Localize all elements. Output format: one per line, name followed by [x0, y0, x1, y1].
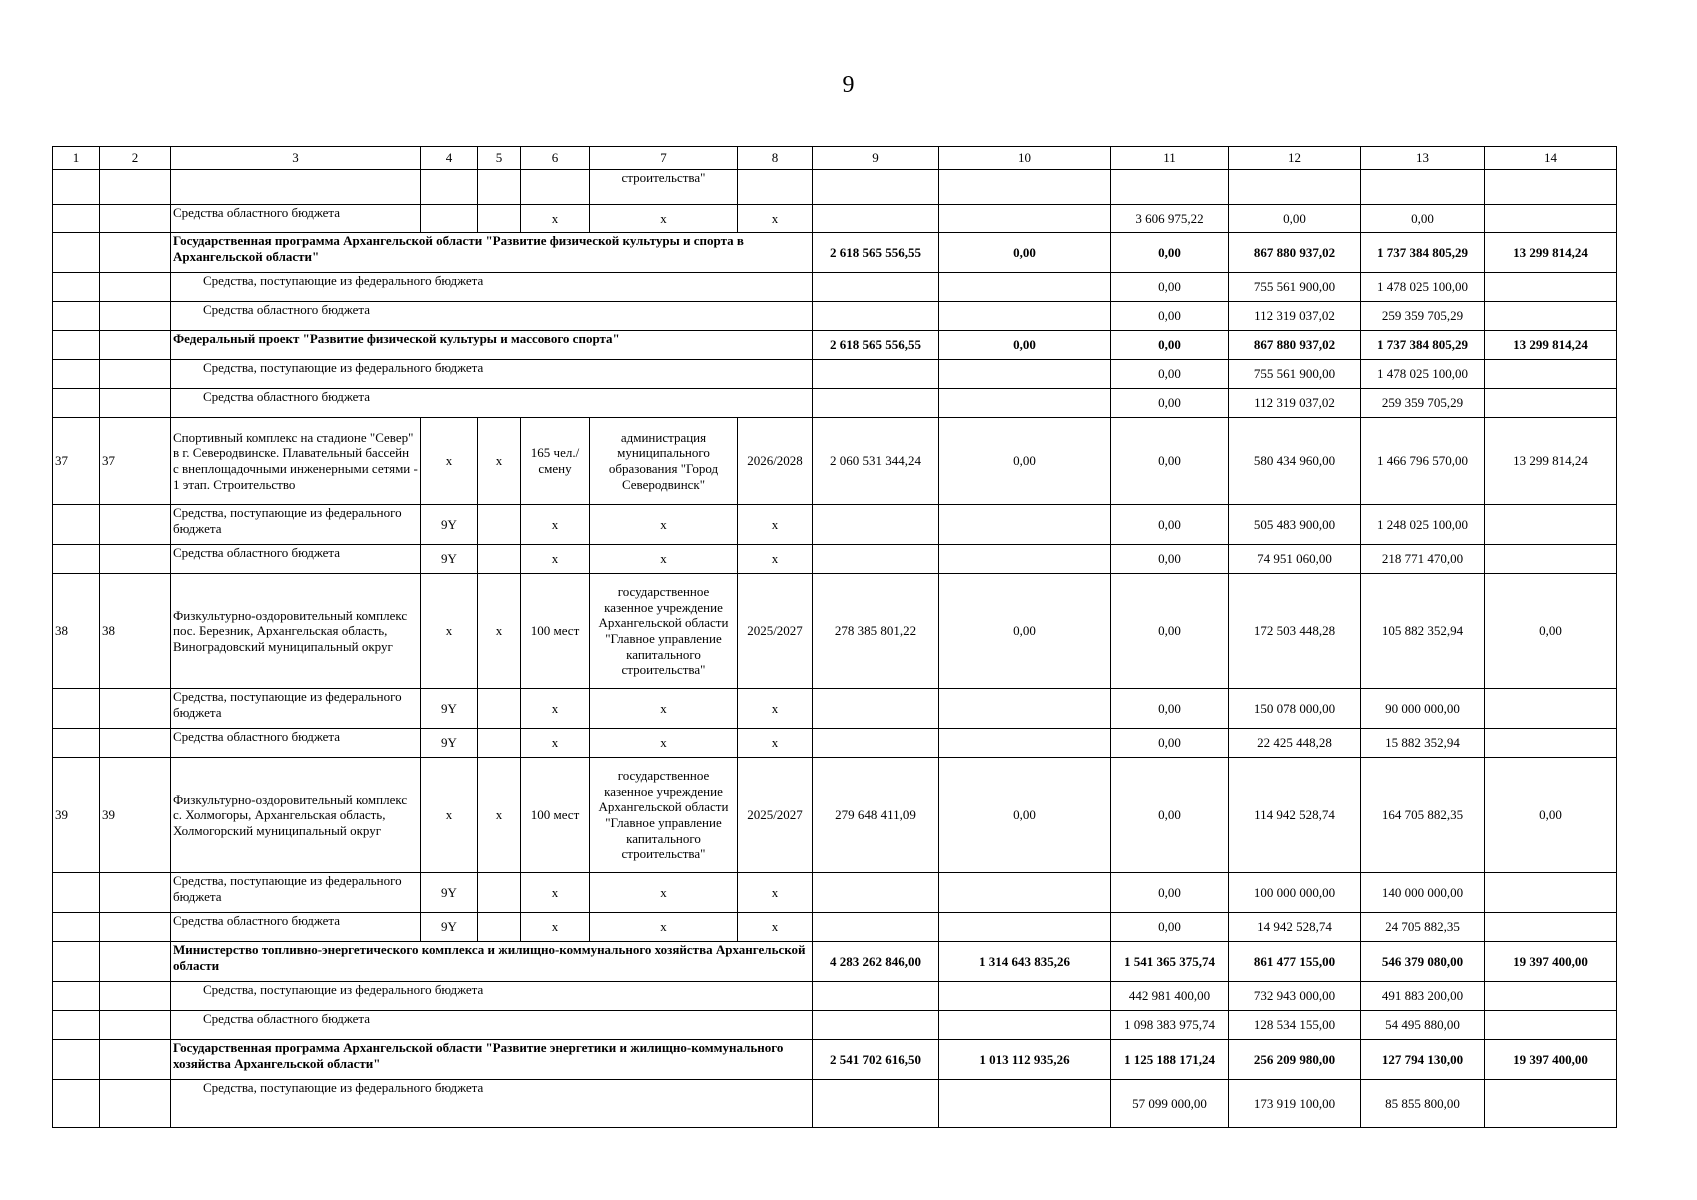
amount-10	[939, 689, 1111, 729]
amount-9	[813, 273, 939, 302]
capacity-cell: 100 мест	[521, 758, 590, 873]
amount-13: 1 478 025 100,00	[1361, 360, 1485, 389]
column-number-row	[53, 147, 1617, 170]
index-cell	[100, 729, 171, 758]
object-row	[53, 418, 1617, 505]
index-cell	[100, 389, 171, 418]
funding-source-label: Средства областного бюджета	[171, 913, 421, 942]
customer-cell: x	[590, 689, 738, 729]
capacity-cell: x	[521, 505, 590, 545]
index-cell	[100, 205, 171, 233]
amount-12: 74 951 060,00	[1229, 545, 1361, 574]
section-title: Федеральный проект "Развитие физической культуры и массового спорта"	[171, 331, 813, 360]
amount-11: 1 098 383 975,74	[1111, 1011, 1229, 1040]
amount-10	[939, 389, 1111, 418]
section-title: Государственная программа Архангельской области "Развитие физической культуры и спорта в Архангельской области"	[171, 233, 813, 273]
period-cell: 2025/2027	[738, 758, 813, 873]
section-total-row	[53, 331, 1617, 360]
funding-source-label: Средства, поступающие из федерального бюджета	[171, 1080, 813, 1128]
index-cell	[100, 1080, 171, 1128]
amount-9	[813, 982, 939, 1011]
index-cell	[100, 545, 171, 574]
amount-9	[813, 913, 939, 942]
capacity-cell: x	[521, 729, 590, 758]
amount-11: 0,00	[1111, 302, 1229, 331]
amount-11: 0,00	[1111, 505, 1229, 545]
code-cell: 9Y	[421, 505, 478, 545]
amount-11: 0,00	[1111, 758, 1229, 873]
number-cell: 37	[53, 418, 100, 505]
period-cell: x	[738, 545, 813, 574]
amount-13: 85 855 800,00	[1361, 1080, 1485, 1128]
amount-14	[1485, 302, 1617, 331]
funding-row	[53, 360, 1617, 389]
funding-row	[53, 982, 1617, 1011]
amount-11: 3 606 975,22	[1111, 205, 1229, 233]
type-cell: x	[478, 574, 521, 689]
amount-10	[939, 273, 1111, 302]
index-cell	[100, 505, 171, 545]
amount-11: 0,00	[1111, 873, 1229, 913]
amount-11: 1 541 365 375,74	[1111, 942, 1229, 982]
amount-11: 0,00	[1111, 389, 1229, 418]
amount-13: 218 771 470,00	[1361, 545, 1485, 574]
amount-11: 57 099 000,00	[1111, 1080, 1229, 1128]
amount-13: 1 737 384 805,29	[1361, 233, 1485, 273]
index-cell	[100, 873, 171, 913]
amount-14	[1485, 170, 1617, 205]
column-number-3: 3	[171, 147, 421, 170]
amount-12	[1229, 170, 1361, 205]
amount-11: 0,00	[1111, 913, 1229, 942]
type-cell	[478, 873, 521, 913]
amount-13: 0,00	[1361, 205, 1485, 233]
amount-14	[1485, 545, 1617, 574]
amount-9	[813, 1080, 939, 1128]
amount-12: 755 561 900,00	[1229, 273, 1361, 302]
funding-row	[53, 505, 1617, 545]
amount-12: 112 319 037,02	[1229, 302, 1361, 331]
customer-cell: государственное казенное учреждение Архангельской области "Главное управление капитального строительства"	[590, 574, 738, 689]
period-cell: x	[738, 913, 813, 942]
funding-row	[53, 170, 1617, 205]
customer-cell: x	[590, 729, 738, 758]
code-cell: 9Y	[421, 873, 478, 913]
amount-13: 164 705 882,35	[1361, 758, 1485, 873]
amount-13	[1361, 170, 1485, 205]
index-cell	[100, 1011, 171, 1040]
amount-9	[813, 389, 939, 418]
amount-10: 0,00	[939, 233, 1111, 273]
code-cell	[421, 205, 478, 233]
index-cell	[100, 233, 171, 273]
amount-9	[813, 729, 939, 758]
column-number-6: 6	[521, 147, 590, 170]
funding-source-label: Средства областного бюджета	[171, 545, 421, 574]
table-body	[53, 147, 1617, 1128]
amount-10	[939, 170, 1111, 205]
code-cell: 9Y	[421, 545, 478, 574]
number-cell: 39	[53, 758, 100, 873]
object-name: Физкультурно-оздоровительный комплекс с. Холмогоры, Архангельская область, Холмогорский муниципальный округ	[171, 758, 421, 873]
amount-13: 1 478 025 100,00	[1361, 273, 1485, 302]
funding-row	[53, 1011, 1617, 1040]
amount-9: 2 060 531 344,24	[813, 418, 939, 505]
code-cell: 9Y	[421, 729, 478, 758]
amount-11: 0,00	[1111, 545, 1229, 574]
column-number-7: 7	[590, 147, 738, 170]
amount-14: 19 397 400,00	[1485, 1040, 1617, 1080]
amount-14	[1485, 689, 1617, 729]
section-total-row	[53, 1040, 1617, 1080]
column-number-13: 13	[1361, 147, 1485, 170]
column-number-9: 9	[813, 147, 939, 170]
section-title: Министерство топливно-энергетического комплекса и жилищно-коммунального хозяйства Архангельской области	[171, 942, 813, 982]
amount-9	[813, 873, 939, 913]
amount-14: 13 299 814,24	[1485, 418, 1617, 505]
amount-10: 0,00	[939, 331, 1111, 360]
amount-13: 90 000 000,00	[1361, 689, 1485, 729]
amount-9: 279 648 411,09	[813, 758, 939, 873]
index-cell: 37	[100, 418, 171, 505]
amount-9	[813, 302, 939, 331]
amount-10: 0,00	[939, 574, 1111, 689]
amount-12: 505 483 900,00	[1229, 505, 1361, 545]
amount-14	[1485, 505, 1617, 545]
amount-11: 0,00	[1111, 331, 1229, 360]
amount-11: 0,00	[1111, 360, 1229, 389]
funding-source-label: Средства областного бюджета	[171, 389, 813, 418]
column-number-1: 1	[53, 147, 100, 170]
section-title: Государственная программа Архангельской области "Развитие энергетики и жилищно-коммунального хозяйства Архангельской области"	[171, 1040, 813, 1080]
amount-12: 755 561 900,00	[1229, 360, 1361, 389]
index-cell	[100, 913, 171, 942]
funding-source-label: Средства областного бюджета	[171, 1011, 813, 1040]
funding-row	[53, 1080, 1617, 1128]
number-cell	[53, 545, 100, 574]
amount-11	[1111, 170, 1229, 205]
index-cell	[100, 331, 171, 360]
object-name: Спортивный комплекс на стадионе "Север" в г. Северодвинске. Плавательный бассейн с внеплощадочными инженерными сетями - 1 этап. Строительство	[171, 418, 421, 505]
column-number-5: 5	[478, 147, 521, 170]
amount-14: 0,00	[1485, 758, 1617, 873]
capacity-cell: x	[521, 689, 590, 729]
amount-12: 732 943 000,00	[1229, 982, 1361, 1011]
funding-source-label: Средства, поступающие из федерального бюджета	[171, 873, 421, 913]
capacity-cell: 165 чел./смену	[521, 418, 590, 505]
amount-14: 13 299 814,24	[1485, 233, 1617, 273]
amount-14	[1485, 873, 1617, 913]
column-number-4: 4	[421, 147, 478, 170]
amount-12: 172 503 448,28	[1229, 574, 1361, 689]
amount-11: 0,00	[1111, 574, 1229, 689]
capacity-cell	[521, 170, 590, 205]
amount-12: 580 434 960,00	[1229, 418, 1361, 505]
amount-14	[1485, 1080, 1617, 1128]
funding-row	[53, 873, 1617, 913]
amount-14	[1485, 273, 1617, 302]
amount-10: 1 013 112 935,26	[939, 1040, 1111, 1080]
amount-11: 442 981 400,00	[1111, 982, 1229, 1011]
index-cell	[100, 273, 171, 302]
period-cell: 2025/2027	[738, 574, 813, 689]
amount-12: 867 880 937,02	[1229, 331, 1361, 360]
customer-cell: x	[590, 505, 738, 545]
column-number-14: 14	[1485, 147, 1617, 170]
section-total-row	[53, 233, 1617, 273]
funding-source-label: Средства, поступающие из федерального бюджета	[171, 505, 421, 545]
number-cell	[53, 729, 100, 758]
type-cell	[478, 729, 521, 758]
amount-12: 173 919 100,00	[1229, 1080, 1361, 1128]
number-cell	[53, 331, 100, 360]
amount-10	[939, 1011, 1111, 1040]
amount-9	[813, 689, 939, 729]
customer-cell: x	[590, 913, 738, 942]
type-cell	[478, 170, 521, 205]
amount-14	[1485, 982, 1617, 1011]
amount-11: 0,00	[1111, 273, 1229, 302]
amount-9: 278 385 801,22	[813, 574, 939, 689]
amount-14	[1485, 360, 1617, 389]
section-total-row	[53, 942, 1617, 982]
amount-12: 256 209 980,00	[1229, 1040, 1361, 1080]
amount-13: 1 737 384 805,29	[1361, 331, 1485, 360]
amount-12: 114 942 528,74	[1229, 758, 1361, 873]
funding-source-label: Средства, поступающие из федерального бюджета	[171, 360, 813, 389]
code-cell: x	[421, 418, 478, 505]
column-number-8: 8	[738, 147, 813, 170]
number-cell	[53, 913, 100, 942]
amount-13: 15 882 352,94	[1361, 729, 1485, 758]
amount-14	[1485, 729, 1617, 758]
period-cell: x	[738, 729, 813, 758]
amount-10	[939, 1080, 1111, 1128]
type-cell: x	[478, 758, 521, 873]
index-cell	[100, 942, 171, 982]
amount-12: 22 425 448,28	[1229, 729, 1361, 758]
funding-source-label: Средства областного бюджета	[171, 302, 813, 331]
number-cell	[53, 505, 100, 545]
amount-10	[939, 982, 1111, 1011]
page-number: 9	[842, 72, 855, 98]
capacity-cell: 100 мест	[521, 574, 590, 689]
funding-source-label: Средства, поступающие из федерального бюджета	[171, 273, 813, 302]
amount-14	[1485, 913, 1617, 942]
type-cell	[478, 913, 521, 942]
capacity-cell: x	[521, 545, 590, 574]
index-cell	[100, 689, 171, 729]
index-cell	[100, 360, 171, 389]
number-cell	[53, 1040, 100, 1080]
amount-10	[939, 545, 1111, 574]
amount-11: 0,00	[1111, 233, 1229, 273]
period-cell: x	[738, 505, 813, 545]
code-cell: x	[421, 758, 478, 873]
funding-row	[53, 729, 1617, 758]
amount-14	[1485, 205, 1617, 233]
period-cell: x	[738, 205, 813, 233]
amount-12: 100 000 000,00	[1229, 873, 1361, 913]
amount-13: 127 794 130,00	[1361, 1040, 1485, 1080]
amount-12: 0,00	[1229, 205, 1361, 233]
amount-14: 19 397 400,00	[1485, 942, 1617, 982]
amount-11: 0,00	[1111, 689, 1229, 729]
amount-10	[939, 913, 1111, 942]
funding-source-label: Средства областного бюджета	[171, 729, 421, 758]
type-cell: x	[478, 418, 521, 505]
amount-14: 13 299 814,24	[1485, 331, 1617, 360]
number-cell	[53, 302, 100, 331]
code-cell: x	[421, 574, 478, 689]
code-cell: 9Y	[421, 913, 478, 942]
capacity-cell: x	[521, 873, 590, 913]
object-row	[53, 758, 1617, 873]
funding-source-label: Средства, поступающие из федерального бюджета	[171, 982, 813, 1011]
funding-row	[53, 302, 1617, 331]
column-number-12: 12	[1229, 147, 1361, 170]
capacity-cell: x	[521, 205, 590, 233]
amount-10: 1 314 643 835,26	[939, 942, 1111, 982]
customer-cell: x	[590, 205, 738, 233]
amount-10: 0,00	[939, 758, 1111, 873]
period-cell: x	[738, 873, 813, 913]
funding-source-label: Средства, поступающие из федерального бюджета	[171, 689, 421, 729]
amount-9: 4 283 262 846,00	[813, 942, 939, 982]
amount-9	[813, 545, 939, 574]
amount-9	[813, 360, 939, 389]
amount-14: 0,00	[1485, 574, 1617, 689]
amount-10	[939, 360, 1111, 389]
number-cell	[53, 389, 100, 418]
amount-11: 1 125 188 171,24	[1111, 1040, 1229, 1080]
customer-cell: x	[590, 545, 738, 574]
code-cell: 9Y	[421, 689, 478, 729]
column-number-10: 10	[939, 147, 1111, 170]
amount-10	[939, 505, 1111, 545]
period-cell: 2026/2028	[738, 418, 813, 505]
number-cell	[53, 205, 100, 233]
number-cell	[53, 1011, 100, 1040]
amount-10	[939, 205, 1111, 233]
amount-13: 259 359 705,29	[1361, 389, 1485, 418]
type-cell	[478, 689, 521, 729]
customer-cell: государственное казенное учреждение Архангельской области "Главное управление капитального строительства"	[590, 758, 738, 873]
amount-12: 861 477 155,00	[1229, 942, 1361, 982]
customer-cell: администрация муниципального образования "Город Северодвинск"	[590, 418, 738, 505]
customer-cell: строительства"	[590, 170, 738, 205]
code-cell	[421, 170, 478, 205]
amount-14	[1485, 389, 1617, 418]
funding-source-label	[171, 170, 421, 205]
amount-9	[813, 205, 939, 233]
amount-12: 867 880 937,02	[1229, 233, 1361, 273]
index-cell	[100, 170, 171, 205]
amount-13: 24 705 882,35	[1361, 913, 1485, 942]
funding-row	[53, 545, 1617, 574]
amount-13: 491 883 200,00	[1361, 982, 1485, 1011]
number-cell	[53, 1080, 100, 1128]
object-name: Физкультурно-оздоровительный комплекс пос. Березник, Архангельская область, Виноградовский муниципальный округ	[171, 574, 421, 689]
amount-9: 2 618 565 556,55	[813, 331, 939, 360]
number-cell: 38	[53, 574, 100, 689]
amount-13: 1 248 025 100,00	[1361, 505, 1485, 545]
number-cell	[53, 689, 100, 729]
funding-row	[53, 913, 1617, 942]
number-cell	[53, 170, 100, 205]
period-cell: x	[738, 689, 813, 729]
type-cell	[478, 545, 521, 574]
amount-11: 0,00	[1111, 418, 1229, 505]
amount-9	[813, 1011, 939, 1040]
column-number-11: 11	[1111, 147, 1229, 170]
index-cell	[100, 1040, 171, 1080]
amount-11: 0,00	[1111, 729, 1229, 758]
amount-13: 54 495 880,00	[1361, 1011, 1485, 1040]
amount-13: 259 359 705,29	[1361, 302, 1485, 331]
amount-13: 1 466 796 570,00	[1361, 418, 1485, 505]
amount-9: 2 541 702 616,50	[813, 1040, 939, 1080]
index-cell: 38	[100, 574, 171, 689]
amount-12: 112 319 037,02	[1229, 389, 1361, 418]
amount-10	[939, 729, 1111, 758]
amount-13: 546 379 080,00	[1361, 942, 1485, 982]
number-cell	[53, 942, 100, 982]
index-cell	[100, 982, 171, 1011]
number-cell	[53, 360, 100, 389]
number-cell	[53, 273, 100, 302]
amount-9	[813, 505, 939, 545]
number-cell	[53, 873, 100, 913]
amount-12: 14 942 528,74	[1229, 913, 1361, 942]
object-row	[53, 574, 1617, 689]
amount-10: 0,00	[939, 418, 1111, 505]
type-cell	[478, 205, 521, 233]
amount-12: 128 534 155,00	[1229, 1011, 1361, 1040]
index-cell: 39	[100, 758, 171, 873]
funding-row	[53, 389, 1617, 418]
amount-9	[813, 170, 939, 205]
type-cell	[478, 505, 521, 545]
funding-source-label: Средства областного бюджета	[171, 205, 421, 233]
customer-cell: x	[590, 873, 738, 913]
amount-12: 150 078 000,00	[1229, 689, 1361, 729]
amount-10	[939, 873, 1111, 913]
column-number-2: 2	[100, 147, 171, 170]
capacity-cell: x	[521, 913, 590, 942]
funding-row	[53, 205, 1617, 233]
number-cell	[53, 233, 100, 273]
budget-table	[52, 146, 1617, 1128]
funding-row	[53, 273, 1617, 302]
amount-13: 105 882 352,94	[1361, 574, 1485, 689]
funding-row	[53, 689, 1617, 729]
amount-13: 140 000 000,00	[1361, 873, 1485, 913]
number-cell	[53, 982, 100, 1011]
amount-10	[939, 302, 1111, 331]
index-cell	[100, 302, 171, 331]
period-cell	[738, 170, 813, 205]
amount-9: 2 618 565 556,55	[813, 233, 939, 273]
amount-14	[1485, 1011, 1617, 1040]
